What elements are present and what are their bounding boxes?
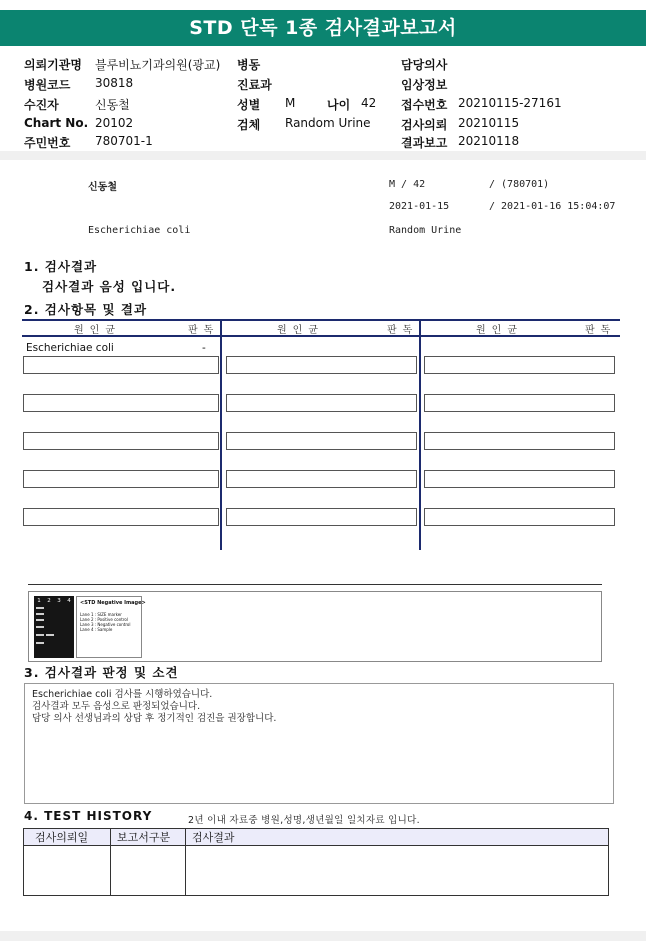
- col-pathogen-header: 원인균: [476, 325, 523, 336]
- header-resident-no: 주민번호 780701-1: [24, 134, 153, 150]
- history-col-divider: [185, 829, 186, 895]
- empty-cell: [424, 394, 615, 412]
- empty-cell: [226, 470, 417, 488]
- section-3-title: 3. 검사결과 판정 및 소견: [24, 665, 179, 680]
- empty-cell: [226, 356, 417, 374]
- gel-legend-line: Lane 1 : SIZE marker: [80, 612, 122, 617]
- header-report-date: 결과보고 20210118: [401, 134, 520, 150]
- section-2-title: 2. 검사항목 및 결과: [24, 302, 148, 317]
- empty-cell: [23, 432, 219, 450]
- header-doctor: 담당의사: [401, 58, 448, 72]
- header-age: 나이 42: [327, 96, 377, 112]
- patient-sex-age: M / 42: [389, 179, 426, 190]
- gel-lane-number: 3: [57, 598, 61, 604]
- opinion-line: 검사결과 모두 음성으로 판정되었습니다.: [32, 701, 201, 712]
- column-divider: [220, 319, 222, 550]
- header-hospital-name: 의뢰기관명 블루비뇨기과의원(광교): [24, 58, 221, 72]
- divider-line: [28, 584, 602, 585]
- gel-legend-line: Lane 2 : Positive control: [80, 617, 128, 622]
- empty-cell: [226, 508, 417, 526]
- history-note: 2년 이내 자료중 병원,성명,생년월일 일치자료 입니다.: [188, 815, 420, 826]
- gel-band: [36, 613, 44, 615]
- col-judgement-header: 판독: [188, 325, 220, 336]
- gel-band: [46, 634, 54, 636]
- header-patient: 수진자 신동철: [24, 98, 130, 112]
- gel-lane-number: 4: [67, 598, 71, 604]
- request-date: 2021-01-15: [389, 201, 450, 212]
- gel-band: [36, 634, 44, 636]
- col-judgement-header: 판독: [387, 325, 419, 336]
- empty-cell: [424, 470, 615, 488]
- empty-cell: [23, 356, 219, 374]
- gel-band: [36, 626, 44, 628]
- opinion-line: 담당 의사 선생님과의 상담 후 정기적인 검진을 권장합니다.: [32, 713, 277, 724]
- gel-legend-line: Lane 4 : Sample: [80, 627, 113, 632]
- col-pathogen-header: 원인균: [74, 325, 121, 336]
- gel-band: [36, 619, 44, 621]
- header-ward: 병동: [237, 58, 261, 72]
- header-hospital-code: 병원코드 30818: [24, 76, 134, 92]
- gel-lane-number: 2: [47, 598, 51, 604]
- specimen-type: Random Urine: [389, 225, 462, 236]
- header-clinical-info: 임상정보: [401, 78, 448, 92]
- header-chart-no: Chart No. 20102: [24, 116, 134, 130]
- header-sex: 성별 M: [237, 96, 296, 112]
- section-4-title: 4. TEST HISTORY: [24, 809, 153, 823]
- patient-name: 신동철: [88, 182, 117, 193]
- result-message: 검사결과 음성 입니다.: [42, 279, 177, 294]
- empty-cell: [226, 432, 417, 450]
- gel-lane-number: 1: [37, 598, 41, 604]
- header-request-date: 검사의뢰 20210115: [401, 116, 520, 132]
- history-col-divider: [110, 829, 111, 895]
- opinion-line: Escherichiae coli 검사를 시행하였습니다.: [32, 689, 213, 700]
- gel-lane-numbers: [34, 598, 74, 604]
- section-1-title: 1. 검사결과: [24, 259, 98, 274]
- header-receipt-no: 접수번호 20210115-27161: [401, 96, 562, 112]
- section-divider: [0, 151, 646, 160]
- empty-cell: [424, 356, 615, 374]
- report-title: STD 단독 1종 검사결과보고서: [0, 10, 646, 46]
- gel-band: [36, 607, 44, 609]
- report-datetime: / 2021-01-16 15:04:07: [489, 201, 616, 212]
- empty-cell: [23, 394, 219, 412]
- history-col-request-date: 검사의뢰일: [35, 831, 89, 844]
- header-specimen: 검체 Random Urine: [237, 116, 371, 132]
- pathogen-name: Escherichiae coli: [26, 342, 114, 354]
- history-table: [23, 828, 609, 896]
- pathogen-result: -: [202, 342, 206, 354]
- page-footer-bar: [0, 931, 646, 941]
- empty-cell: [226, 394, 417, 412]
- empty-cell: [424, 432, 615, 450]
- history-col-result: 검사결과: [192, 831, 235, 844]
- empty-cell: [424, 508, 615, 526]
- gel-legend-line: Lane 3 : Negative control: [80, 622, 131, 627]
- empty-cell: [23, 470, 219, 488]
- col-judgement-header: 판독: [585, 325, 617, 336]
- opinion-box: [24, 683, 614, 804]
- empty-cell: [23, 508, 219, 526]
- history-col-report-type: 보고서구분: [117, 831, 171, 844]
- gel-electrophoresis-image: [34, 596, 74, 658]
- gel-band: [36, 642, 44, 644]
- col-pathogen-header: 원인균: [277, 325, 324, 336]
- patient-birth: / (780701): [489, 179, 550, 190]
- header-department: 진료과: [237, 78, 272, 92]
- test-name: Escherichiae coli: [88, 225, 191, 236]
- column-divider: [419, 319, 421, 550]
- gel-title: <STD Negative Image>: [80, 600, 146, 606]
